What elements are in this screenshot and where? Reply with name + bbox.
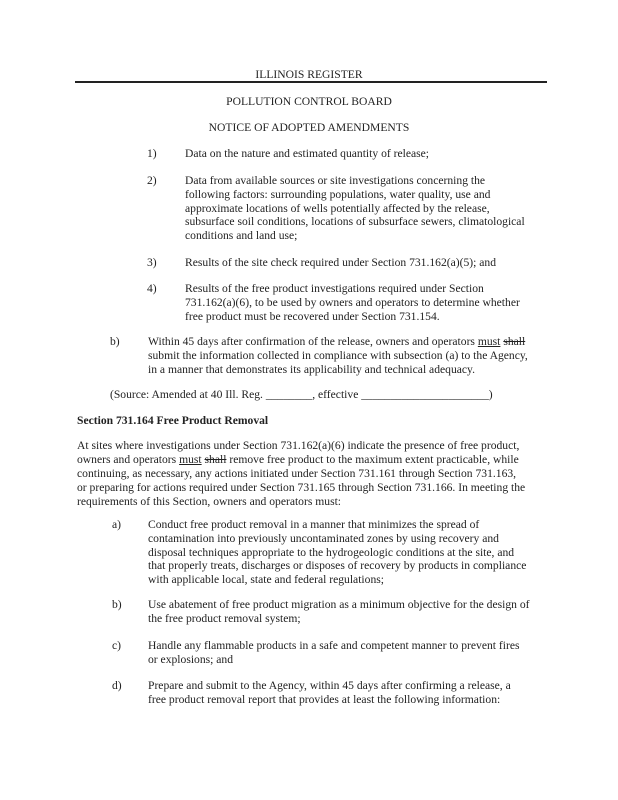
item-text-line: free product must be recovered under Section 731.154.: [185, 309, 440, 323]
item-b-line: submit the information collected in compliance with subsection (a) to the Agency,: [148, 349, 528, 362]
item-text-line: or explosions; and: [148, 652, 234, 666]
item-text-line: the free product removal system;: [148, 611, 301, 625]
item-text-line: subsurface soil conditions, locations of subsurface sewers, climatological: [185, 215, 525, 229]
paragraph-line: [77, 453, 519, 467]
item-text-line: free product removal report that provides at least the following information:: [148, 692, 501, 706]
text: Within 45 days after confirmation of the release, owners and operators: [148, 335, 478, 348]
inserted-text: must: [477, 335, 501, 348]
item-label: 1): [147, 147, 157, 160]
board-name: POLLUTION CONTROL BOARD: [226, 95, 392, 108]
header-rule: [75, 81, 547, 83]
item-text-line: Use abatement of free product migration as a minimum objective for the design of: [148, 598, 530, 611]
item-label: b): [110, 335, 120, 348]
item-text-line: following factors: surrounding populations, water quality, use and: [185, 187, 491, 201]
item-text-line: Prepare and submit to the Agency, within 45 days after confirming a release, a: [148, 679, 511, 692]
item-text-line: conditions and land use;: [185, 229, 298, 243]
item-text-line: disposal techniques appropriate to the hydrogeologic conditions at the site, and: [148, 545, 515, 559]
item-label: 3): [147, 256, 157, 269]
deleted-text: shall: [503, 335, 526, 348]
item-b-line: [148, 335, 525, 349]
inserted-text: must: [179, 453, 202, 466]
text: owners and operators: [77, 453, 180, 466]
item-text-line: with applicable local, state and federal regulations;: [148, 573, 384, 587]
item-text-line: Results of the site check required under Section 731.162(a)(5); and: [185, 256, 497, 269]
item-text-line: contamination into previously uncontaminated zones by using recovery and: [148, 531, 499, 545]
notice-title: NOTICE OF ADOPTED AMENDMENTS: [208, 121, 410, 134]
paragraph-line: At sites where investigations under Section 731.162(a)(6) indicate the presence of free product,: [77, 439, 520, 452]
item-label: 2): [147, 174, 157, 187]
paragraph-line: continuing, as necessary, any actions initiated under Section 731.161 through Section 731.163,: [77, 467, 517, 480]
paragraph-line: or preparing for actions required under Section 731.165 through Section 731.166. In meeting the: [77, 481, 526, 494]
source-note: (Source: Amended at 40 Ill. Reg. ________, effective ______________________): [110, 388, 493, 401]
item-text-line: approximate locations of wells potentially affected by the release,: [185, 201, 490, 215]
item-text-line: that properly treats, discharges or disposes of recovery by products in compliance: [148, 559, 527, 573]
item-b-line: in a manner that demonstrates its applicability and technical adequacy.: [148, 363, 475, 376]
item-text-line: Results of the free product investigations required under Section: [185, 282, 484, 295]
register-header: ILLINOIS REGISTER: [255, 68, 363, 81]
item-text-line: 731.162(a)(6), to be used by owners and operators to determine whether: [185, 295, 520, 309]
item-text-line: Data on the nature and estimated quantity of release;: [185, 147, 430, 160]
item-text-line: Handle any flammable products in a safe and competent manner to prevent fires: [148, 639, 520, 652]
item-text-line: Data from available sources or site investigations concerning the: [185, 174, 486, 187]
item-text-line: Conduct free product removal in a manner that minimizes the spread of: [148, 518, 480, 531]
item-label: a): [112, 518, 122, 531]
paragraph-line: requirements of this Section, owners and operators must:: [77, 495, 342, 508]
item-label: b): [112, 598, 122, 611]
item-label: c): [112, 639, 122, 652]
deleted-text: shall: [204, 453, 227, 466]
text: remove free product to the maximum extent practicable, while: [226, 453, 519, 466]
section-heading: Section 731.164 Free Product Removal: [77, 414, 269, 427]
item-label: d): [112, 679, 122, 692]
item-label: 4): [147, 282, 157, 295]
